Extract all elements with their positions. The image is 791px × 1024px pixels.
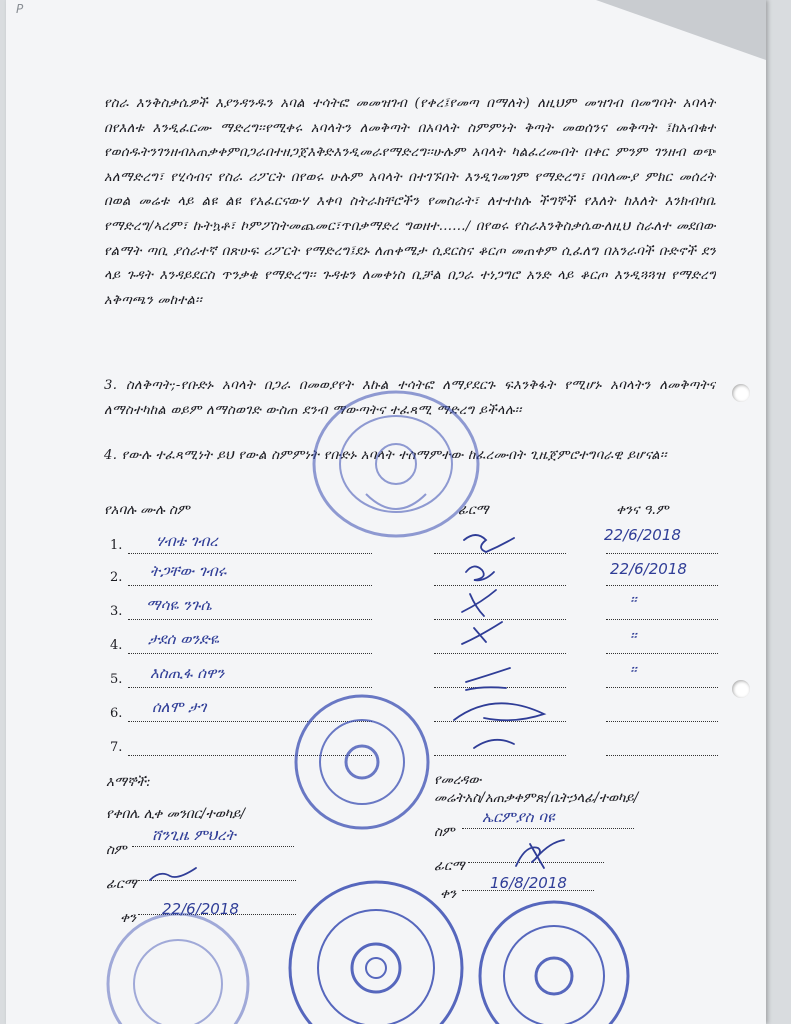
witness-role: የቀበሌ ሊቀ መንበር/ተወካይ/ xyxy=(106,806,245,822)
row-number: 7. xyxy=(110,740,123,755)
registrar-title: የመረዳው xyxy=(434,772,482,788)
office-seal-stamp xyxy=(276,878,476,1024)
registrar-role: መሬትአስ/አጠቃቀምጽ/ቤትኃላፊ/ተወካይ/ xyxy=(434,790,639,806)
witness-date-value: 22/6/2018 xyxy=(162,900,239,918)
member-date: ፡፡ xyxy=(630,592,637,608)
folded-corner xyxy=(596,0,766,60)
row-number: 2. xyxy=(110,570,123,585)
row-number: 5. xyxy=(110,672,123,687)
member-name: ሰለሞ ታገ xyxy=(152,698,207,716)
table-row xyxy=(110,628,722,658)
member-name: ታደሰ ወንድዬ xyxy=(148,630,219,648)
member-date: 22/6/2018 xyxy=(604,526,681,544)
row-number: 1. xyxy=(110,538,123,553)
punch-hole xyxy=(732,680,750,698)
validity-paragraph: 4. የውሉ ተፈጻሚነት ይህ የውል ስምምነት የቡድኑ አባላት ተስማምተው ከፈረሙበት ጊዜጀምሮተግባራዊ ይሆናል፡፡ xyxy=(104,448,667,463)
registrar-signature xyxy=(510,838,570,872)
registrar-name-label: ስም xyxy=(434,824,455,840)
witness-date-label: ቀን xyxy=(120,910,137,926)
witness-name-label: ስም xyxy=(106,842,127,858)
registrar-date-label: ቀን xyxy=(440,886,457,902)
witness-name-value: ሸንጊዜ ምህረት xyxy=(152,826,236,844)
row-number: 4. xyxy=(110,638,123,653)
page-mark: P xyxy=(16,2,24,16)
member-name: ትጋቸው ገብሩ xyxy=(150,562,227,580)
table-row xyxy=(110,662,722,692)
witness-signature-label: ፊርማ xyxy=(106,876,137,892)
faint-seal-stamp xyxy=(98,904,258,1024)
member-date: ፡፡ xyxy=(630,628,637,644)
punch-hole xyxy=(732,384,750,402)
activities-paragraph: የስራ እንቅስቃሴዎች እያንዳንዱን አባል ተሳትፎ መመዝገብ (የቀረ፤የመጣ በማለት) ለዚህም መዝገብ በመግባት አባላት በየእለቱ እንዲፈርሙ ማድረግ፡፡የሚቀሩ አባላትን ለመቅጣት በአባላት ስምምነት ቅጣት መወሰንና መቅጣት ፤ከአብቁተ የወሰዱትንገንዘብአጠቃቀምበጋራበተዘጋጀእቅድእንዲመራየማድረግ፡፡ሁሉም አባላት ካልፈረሙበት በቀር ምንም ገንዘብ ወጭ አለማድረግ፣ የሂሳብና የስራ ሪፖርት በየወሩ ሁሉም አባላት በተገኙበት እንዲገመገም የማድረግ፣ በባለሙያ ምክር መሰረት በወል መሬቱ ላይ ልዩ ልዩ የአፈርናውሃ እቀባ ስትራክቸሮችን የመስራት፣ ለተተከሉ ችግኞች የእለት ከእለት እንክብካቤ የማድረግ/ኣረም፣ ኩትኳቶ፣ ኮምፖስትመጨመር፣ጥበቃማድረ ግወዘተ....../ በየወሩ የስራእንቅስቃሴውለዚህ ስራለተ መደበው የልማት ጣቢ ያሰራተኛ በጽሁፍ ሪፖርት የማድረግ፤ደኑ ለጠቀሜታ ሲደርስና ቆርጦ መጠቀም ሲፈለግ በአንራባች ቡድኖች ደን ላይ ጉዳት እንዳይደርስ ጥንቃቄ የማድረግ፡፡ ጉዳቱን ለመቀነስ ቢቻል በጋራ ተነጋግሮ አንድ ላይ ቆርጦ እንዲጓጓዝ የማድረግ አቅጣጫን መከተል፡፡ xyxy=(104,96,716,308)
table-row xyxy=(110,560,722,590)
kebele-seal-stamp xyxy=(282,692,442,832)
table-row xyxy=(110,592,722,624)
official-seal-stamp xyxy=(306,384,506,544)
row-number: 6. xyxy=(110,706,123,721)
member-date: 22/6/2018 xyxy=(610,560,687,578)
header-date: ቀንና ዓ.ም xyxy=(616,502,669,518)
member-name: እስጢፋ ሰዋን xyxy=(150,664,225,682)
witnesses-title: እማኞች: xyxy=(106,774,151,790)
header-member-name: የአባሉ ሙሉ ስም xyxy=(104,502,190,518)
municipal-seal-stamp xyxy=(474,896,634,1024)
header-signature: ፊርማ xyxy=(458,502,489,518)
witness-signature xyxy=(146,862,206,888)
member-date: ፡፡ xyxy=(630,662,637,678)
document-page xyxy=(6,0,766,1024)
registrar-signature-label: ፊርማ xyxy=(434,858,465,874)
registrar-name-value: ኤርምያስ ባዩ xyxy=(482,808,555,826)
registrar-date-value: 16/8/2018 xyxy=(490,874,567,892)
penalty-paragraph: 3. ስለቅጣት;-የቡድኑ አባላት በጋራ በመወያየት እኩል ተሳትፎ ለማያደርጉ ፍእንቅፋት የሚሆኑ አባላትን ለመቅጣትና ለማስተካከል ወይም ለማስወገድ ውስጠ ደንብ ማውጣትና ተፈጻሚ ማድረግ ይችላሉ፡፡ xyxy=(104,378,716,418)
member-name: ሃብቴ ገብረ xyxy=(156,532,218,550)
member-signatures xyxy=(444,520,594,750)
member-name: ማሳዬ ንጉሴ xyxy=(146,596,212,614)
row-number: 3. xyxy=(110,604,123,619)
